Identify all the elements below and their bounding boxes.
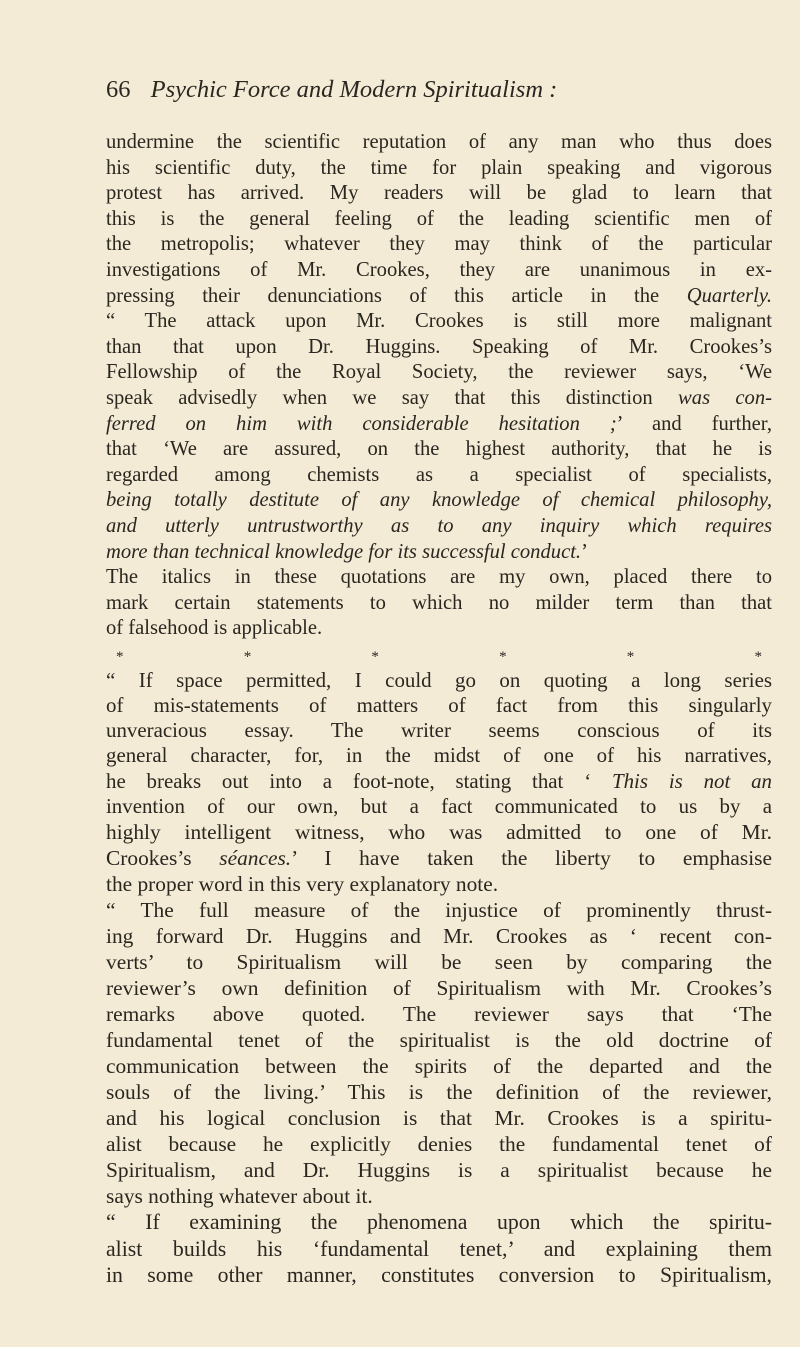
running-title: Psychic Force and Modern Spiritualism :: [150, 76, 558, 103]
text-line: that ‘We are assured, on the highest authority, that he is: [106, 438, 772, 461]
text-run: pressing their denunciations of this article in the: [106, 284, 687, 307]
running-header: [106, 76, 557, 104]
text-line: “ If space permitted, I could go on quoting a long series: [106, 667, 772, 692]
text-line: [106, 386, 772, 412]
text-line: Spiritualism, and Dr. Huggins is a spiritualist because he: [106, 1158, 772, 1182]
text-line: reviewer’s own definition of Spiritualism with Mr. Crookes’s: [106, 976, 772, 1000]
text-line: alist because he explicitly denies the fundamental tenet of: [106, 1132, 772, 1156]
text-line: alist builds his ‘fundamental tenet,’ and explaining them: [106, 1236, 772, 1261]
italic-text: was con-: [678, 386, 772, 409]
italic-text: more than technical knowledge for its successful conduct.: [106, 540, 582, 563]
asterisk: *: [754, 648, 762, 665]
text-run: Crookes’s: [106, 846, 220, 870]
asterisk: *: [243, 648, 252, 665]
text-line: his scientific duty, the time for plain speaking and vigorous: [106, 156, 772, 179]
text-line: [106, 412, 772, 438]
italic-text: being totally destitute of any knowledge of chemical philosophy,: [106, 489, 772, 512]
body-text: [106, 130, 772, 1289]
text-line: invention of our own, but a fact communicated to us by a: [106, 793, 772, 818]
text-line: [106, 769, 772, 794]
text-line: souls of the living.’ This is the definition of the reviewer,: [106, 1080, 772, 1104]
asterisk: *: [626, 648, 635, 665]
text-run: ’ I have taken the liberty to emphasise: [291, 846, 772, 870]
text-line: “ If examining the phenomena upon which the spiritu-: [106, 1210, 772, 1234]
text-line: the metropolis; whatever they may think of the particular: [106, 233, 772, 256]
text-run: ’ and further,: [616, 412, 772, 435]
text-line: [106, 284, 772, 310]
text-line: investigations of Mr. Crookes, they are unanimous in ex-: [106, 258, 772, 281]
text-line: of falsehood is applicable.: [106, 617, 323, 640]
page-number: 66: [106, 76, 131, 103]
asterisk: *: [371, 648, 379, 665]
text-line: and his logical conclusion is that Mr. Crookes is a spiritu-: [106, 1106, 772, 1130]
italic-text: This is not an: [611, 768, 772, 793]
text-line: [106, 845, 772, 871]
text-line: the proper word in this very explanatory note.: [106, 872, 499, 896]
text-line: Fellowship of the Royal Society, the reviewer says, ‘We: [106, 361, 772, 384]
text-line: [106, 514, 772, 540]
italic-text: séances.: [219, 846, 292, 870]
text-line: mark certain statements to which no milder term than that: [106, 591, 772, 614]
text-line: communication between the spirits of the departed and the: [106, 1054, 772, 1078]
text-line: fundamental tenet of the spiritualist is the old doctrine of: [106, 1028, 772, 1052]
text-line: [106, 488, 772, 514]
text-line: “ The attack upon Mr. Crookes is still more malignant: [106, 310, 772, 333]
text-run: speak advisedly when we say that this distinction: [106, 386, 679, 409]
text-line: verts’ to Spiritualism will be seen by comparing the: [106, 950, 772, 974]
text-line: regarded among chemists as a specialist of specialists,: [106, 463, 772, 486]
text-line: undermine the scientific reputation of any man who thus does: [106, 131, 772, 153]
italic-text: and utterly untrustworthy as to any inquiry which requires: [106, 514, 772, 537]
asterisk: *: [116, 648, 124, 665]
text-line: “ The full measure of the injustice of prominently thrust-: [106, 898, 772, 922]
text-line: of mis-statements of matters of fact from this singularly: [106, 693, 772, 718]
text-line: in some other manner, constitutes conversion to Spiritualism,: [106, 1263, 772, 1288]
text-run: ’: [581, 540, 588, 563]
text-line: this is the general feeling of the leading scientific men of: [106, 207, 772, 230]
asterisk: *: [499, 648, 507, 665]
text-line: [106, 540, 772, 566]
text-line: says nothing whatever about it.: [106, 1184, 373, 1208]
text-line: remarks above quoted. The reviewer says that ‘The: [106, 1002, 772, 1026]
section-break: [106, 642, 772, 668]
text-line: The italics in these quotations are my own, placed there to: [106, 566, 772, 589]
text-line: general character, for, in the midst of one of his narratives,: [106, 743, 772, 768]
text-line: unveracious essay. The writer seems conscious of its: [106, 718, 772, 743]
text-line: than that upon Dr. Huggins. Speaking of Mr. Crookes’s: [106, 335, 772, 358]
text-line: protest has arrived. My readers will be glad to learn that: [106, 182, 772, 205]
italic-text: Quarterly.: [686, 284, 772, 307]
italic-text: ferred on him with considerable hesitation ;: [106, 412, 617, 435]
text-run: he breaks out into a foot-note, stating that ‘: [106, 768, 612, 793]
text-line: ing forward Dr. Huggins and Mr. Crookes as ‘ recent con-: [106, 924, 772, 948]
text-line: highly intelligent witness, who was admitted to one of Mr.: [106, 820, 772, 844]
